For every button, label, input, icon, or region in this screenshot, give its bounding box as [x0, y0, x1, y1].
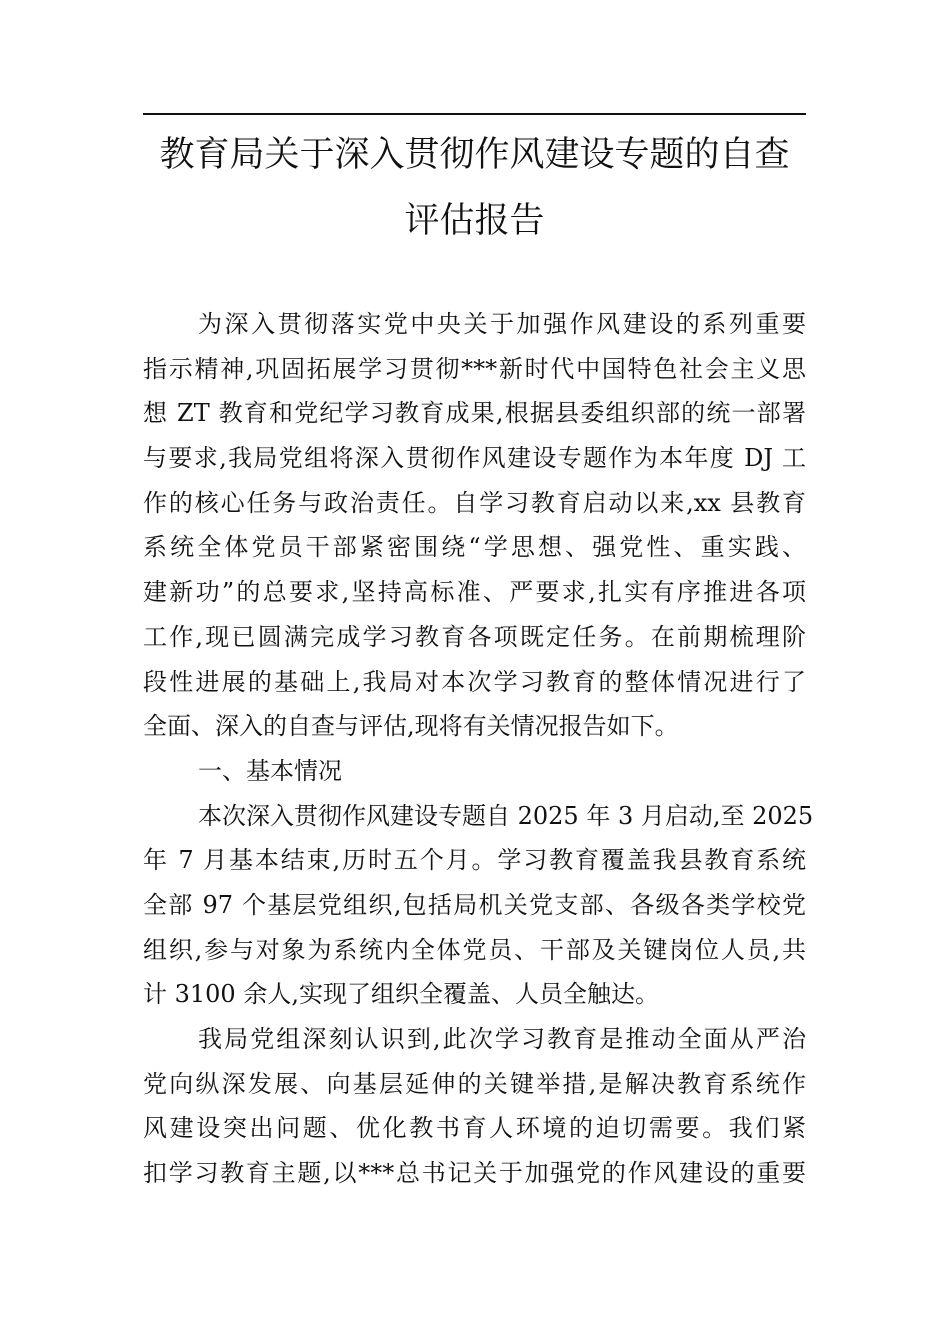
text-line: 扣学习教育主题,以***总书记关于加强党的作风建设的重要 [143, 1159, 806, 1188]
text-line: 与要求,我局党组将深入贯彻作风建设专题作为本年度 DJ 工 [143, 444, 806, 473]
text-line: 党向纵深发展、向基层延伸的关键举措,是解决教育系统作 [143, 1069, 806, 1098]
text-line: 计 3100 余人,实现了组织全覆盖、人员全触达。 [143, 980, 659, 1009]
paragraph-basic-situation [143, 794, 814, 1017]
text-line: 为深入贯彻落实党中央关于加强作风建设的系列重要 [198, 310, 806, 338]
text-line: 全部 97 个基层党组织,包括局机关党支部、各级各类学校党 [143, 890, 806, 919]
paragraph-party-awareness [143, 1017, 806, 1196]
text-line: 工作,现已圆满完成学习教育各项既定任务。在前期梳理阶 [143, 622, 806, 651]
document-title [143, 122, 806, 254]
text-line: 组织,参与对象为系统内全体党员、干部及关键岗位人员,共 [143, 935, 806, 964]
text-line: 指示精神,巩固拓展学习贯彻***新时代中国特色社会主义思 [143, 354, 806, 383]
section-heading-text: 一、基本情况 [198, 756, 342, 785]
text-line: 段性进展的基础上,我局对本次学习教育的整体情况进行了 [143, 667, 806, 696]
title-line-1: 教育局关于深入贯彻作风建设专题的自查 [159, 135, 790, 175]
section-heading-basic-situation [143, 749, 806, 794]
header-rule [143, 113, 806, 115]
text-line: 系统全体党员干部紧密围绕“学思想、强党性、重实践、 [143, 533, 806, 562]
text-line: 年 7 月基本结束,历时五个月。学习教育覆盖我县教育系统 [143, 846, 806, 875]
text-line: 想 ZT 教育和党纪学习教育成果,根据县委组织部的统一部署 [143, 399, 806, 428]
text-line: 本次深入贯彻作风建设专题自 2025 年 3 月启动,至 2025 [198, 801, 814, 830]
text-line: 建新功”的总要求,坚持高标准、严要求,扎实有序推进各项 [143, 578, 806, 607]
text-line: 风建设突出问题、优化教书育人环境的迫切需要。我们紧 [143, 1114, 806, 1143]
text-line: 作的核心任务与政治责任。自学习教育启动以来,xx 县教育 [143, 488, 806, 517]
text-line: 我局党组深刻认识到,此次学习教育是推动全面从严治 [198, 1025, 806, 1053]
text-line: 全面、深入的自查与评估,现将有关情况报告如下。 [143, 712, 679, 741]
document-body [143, 302, 814, 1196]
paragraph-intro [143, 302, 806, 749]
title-line-2: 评估报告 [404, 201, 545, 241]
